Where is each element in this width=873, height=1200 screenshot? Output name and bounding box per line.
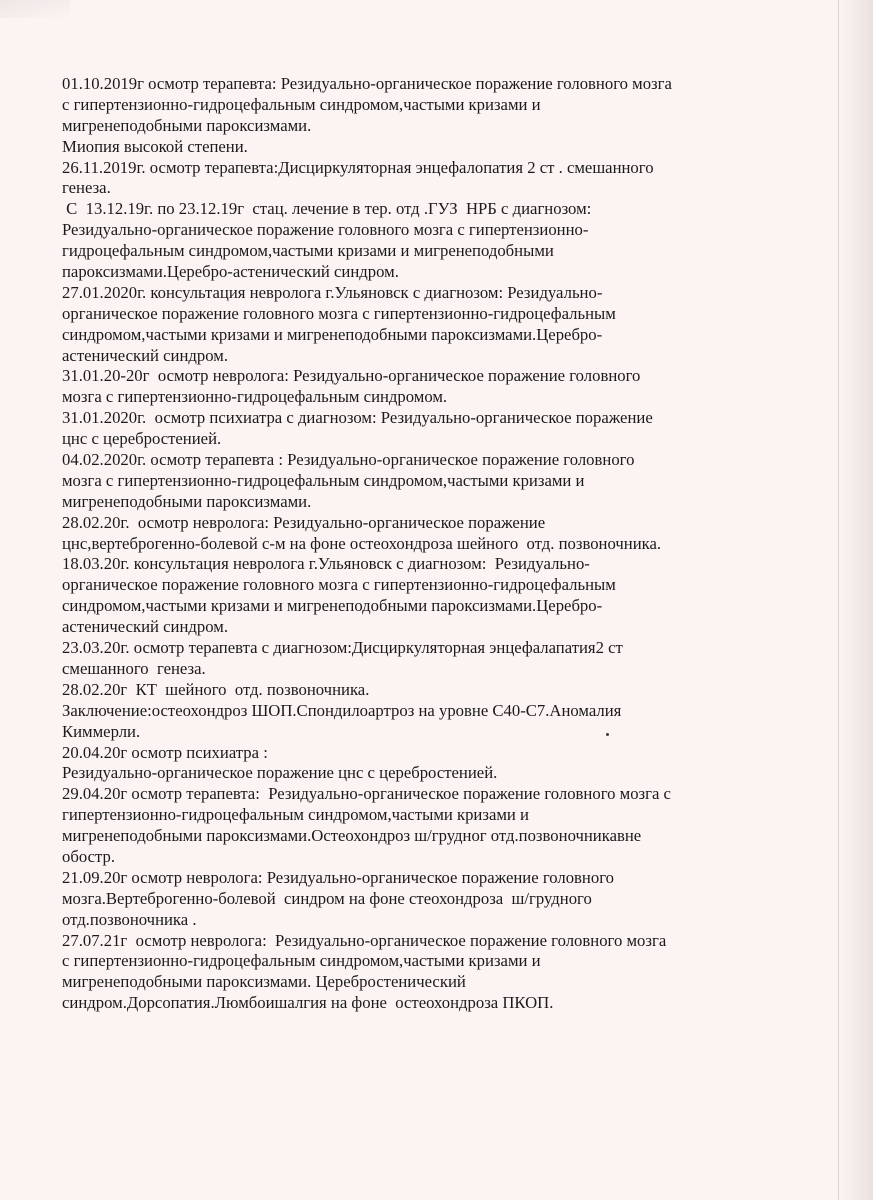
text-line: Заключение:остеохондроз ШОП.Спондилоартроз на уровне С40-С7.Аномалия xyxy=(62,700,622,720)
text-line: 27.01.2020г. консультация невролога г.Ульяновск с диагнозом: Резидуально- xyxy=(62,282,603,302)
text-line: мозга с гипертензионно-гидроцефальным синдромом. xyxy=(62,387,448,407)
text-line: мозга с гипертензионно-гидроцефальным синдромом,частыми кризами и xyxy=(62,470,585,490)
text-line: мигренеподобными пароксизмами. xyxy=(62,115,312,135)
text-line: мигренеподобными пароксизмами. Церебростенический xyxy=(62,972,466,992)
text-line: Киммерли. xyxy=(62,721,141,741)
text-line: мигренеподобными пароксизмами.Остеохондроз ш/грудног отд.позвоночникавне xyxy=(62,826,642,846)
text-line: 27.07.21г осмотр невролога: Резидуально-органическое поражение головного мозга xyxy=(62,930,667,950)
text-line: 31.01.2020г. осмотр психиатра с диагнозом: Резидуально-органическое поражение xyxy=(62,408,653,428)
text-line: мозга.Вертеброгенно-болевой синдром на фоне стеохондроза ш/грудного xyxy=(62,888,592,908)
text-line: синдромом,частыми кризами и мигренеподобными пароксизмами.Церебро- xyxy=(62,324,603,344)
text-line: генеза. xyxy=(62,178,111,198)
text-line: 20.04.20г осмотр психиатра : xyxy=(62,742,268,762)
text-line: с гипертензионно-гидроцефальным синдромом,частыми кризами и xyxy=(62,951,541,971)
paper-edge-shadow xyxy=(838,0,873,1200)
text-line: 26.11.2019г. осмотр терапевта:Дисциркуляторная энцефалопатия 2 ст . смешанного xyxy=(62,157,654,177)
text-line: органическое поражение головного мозга с гипертензионно-гидроцефальным xyxy=(62,575,616,595)
text-line: органическое поражение головного мозга с гипертензионно-гидроцефальным xyxy=(62,303,616,323)
text-line: отд.позвоночника . xyxy=(62,909,197,929)
text-line: 28.02.20г. осмотр невролога: Резидуально-органическое поражение xyxy=(62,512,546,532)
text-line: 21.09.20г осмотр невролога: Резидуально-органическое поражение головного xyxy=(62,867,614,887)
text-line: 23.03.20г. осмотр терапевта с диагнозом:Дисциркуляторная энцефалапатия2 ст xyxy=(62,638,623,658)
text-line: мигренеподобными пароксизмами. xyxy=(62,491,312,511)
text-line: 01.10.2019г осмотр терапевта: Резидуально-органическое поражение головного мозга xyxy=(62,74,672,93)
text-line: С 13.12.19г. по 23.12.19г стац. лечение в тер. отд .ГУЗ НРБ с диагнозом: xyxy=(62,199,592,219)
text-line: цнс,вертеброгенно-болевой с-м на фоне остеохондроза шейного отд. позвоночника. xyxy=(62,533,662,553)
text-line: 18.03.20г. консультация невролога г.Ульяновск с диагнозом: Резидуально- xyxy=(62,554,590,574)
text-line: синдромом,частыми кризами и мигренеподобными пароксизмами.Церебро- xyxy=(62,596,603,616)
text-line: пароксизмами.Церебро-астенический синдром. xyxy=(62,262,399,282)
text-line: Резидуально-органическое поражение головного мозга с гипертензионно- xyxy=(62,220,589,240)
text-line: 28.02.20г КТ шейного отд. позвоночника. xyxy=(62,679,370,699)
text-line: 31.01.20-20г осмотр невролога: Резидуально-органическое поражение головного xyxy=(62,366,641,386)
text-line: Миопия высокой степени. xyxy=(62,136,248,156)
text-line: гипертензионно-гидроцефальным синдромом,частыми кризами и xyxy=(62,805,529,825)
text-line: гидроцефальным синдромом,частыми кризами и мигренеподобными xyxy=(62,241,554,261)
text-line: цнс с церебростенией. xyxy=(62,429,222,449)
text-line: обостр. xyxy=(62,846,116,866)
text-line: смешанного генеза. xyxy=(62,658,206,678)
text-line: астенический синдром. xyxy=(62,617,228,637)
text-line: синдром.Дорсопатия.Люмбоишалгия на фоне остеохондроза ПКОП. xyxy=(62,993,554,1013)
paper-fold-shading xyxy=(0,0,70,18)
text-line: Резидуально-органическое поражение цнс с церебростенией. xyxy=(62,763,498,783)
text-line: 29.04.20г осмотр терапевта: Резидуально-органическое поражение головного мозга с xyxy=(62,784,671,804)
text-line: 04.02.2020г. осмотр терапевта : Резидуально-органическое поражение головного xyxy=(62,450,635,470)
text-line: с гипертензионно-гидроцефальным синдромом,частыми кризами и xyxy=(62,94,541,114)
medical-history-text xyxy=(62,74,802,1014)
text-line: астенический синдром. xyxy=(62,345,228,365)
